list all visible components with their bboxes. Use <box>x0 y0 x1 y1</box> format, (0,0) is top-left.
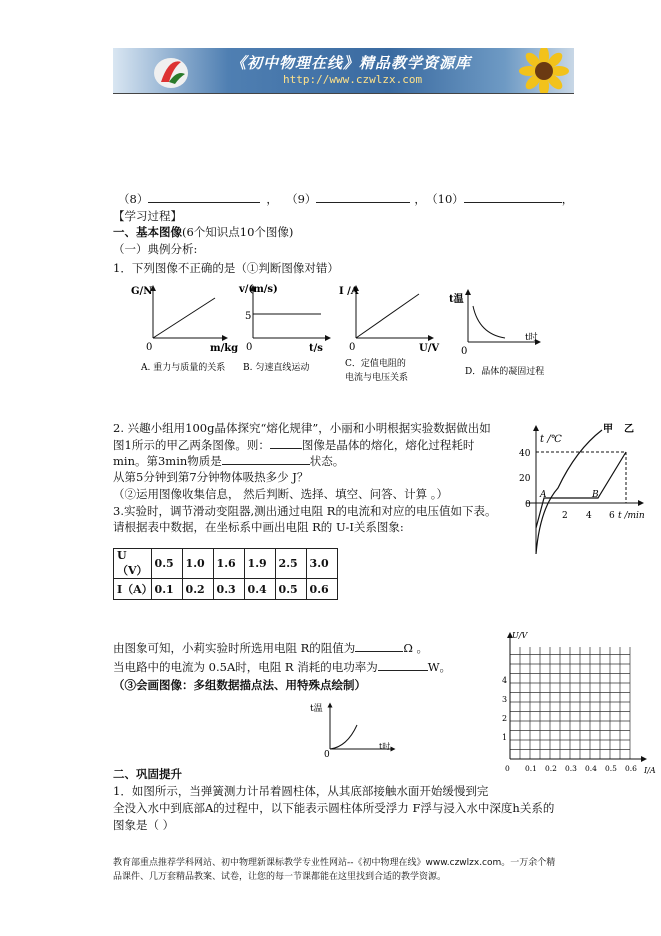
blank-crystal[interactable] <box>270 438 302 449</box>
question1-graphs <box>113 278 563 388</box>
data-table <box>113 548 338 600</box>
graph-b-origin: 0 <box>246 342 253 353</box>
fig1-point-a: A <box>540 490 547 500</box>
logo-icon <box>151 52 191 90</box>
fig1-xtick: 4 <box>586 511 592 521</box>
table-cell: 3.0 <box>306 549 337 579</box>
table-head-u: U（V） <box>114 549 152 579</box>
table-cell: 2.5 <box>275 549 306 579</box>
ui-grid-chart <box>494 625 660 780</box>
table-cell: 0.3 <box>213 579 244 600</box>
question4-line3: 图象是（ ） <box>113 818 175 832</box>
grid-xtick: 0.3 <box>565 764 577 773</box>
question3-result-line2 <box>113 659 451 675</box>
graph-a-origin: 0 <box>146 342 153 353</box>
blank-10-label: （10） <box>431 192 464 206</box>
graph-d-origin: 0 <box>461 346 468 357</box>
table-cell: 0.6 <box>306 579 337 600</box>
grid-xtick: 0.6 <box>625 764 637 773</box>
banner-url[interactable]: http://www.czwlzx.com <box>283 73 423 86</box>
grid-lines <box>510 647 630 759</box>
small-graph-ylabel: t温 <box>310 704 323 714</box>
graph-c <box>339 286 439 383</box>
question2-line2 <box>113 437 474 453</box>
section1-heading <box>113 224 293 240</box>
table-head-i: I（A） <box>114 579 152 600</box>
banner-title: 《初中物理在线》精品教学资源库 <box>231 54 472 72</box>
blank-8-label: （8） <box>118 192 149 206</box>
graph-a-ylabel: G/N <box>131 286 153 297</box>
question2-line5: （②运用图像收集信息， 然后判断、选择、填空、问答、计算 。） <box>113 487 449 501</box>
question4-line1: 1．如图所示，当弹簧测力计吊着圆柱体，从其底部接触水面开始缓慢到完 <box>113 784 489 798</box>
fig1-ylabel: t /℃ <box>540 434 562 445</box>
graph-b-ylabel: v/(m/s) <box>239 284 278 295</box>
grid-xtick: 0 <box>505 764 510 773</box>
fig1-ytick: 40 <box>519 449 531 459</box>
table-cell: 0.4 <box>244 579 275 600</box>
graph-b-xlabel: t/s <box>309 343 323 354</box>
grid-ytick: 4 <box>502 676 508 685</box>
fig1-xlabel: t /min <box>618 511 645 521</box>
page-footer: 教育部重点推荐学科网站、初中物理新课标教学专业性网站--《初中物理在线》www.czwlzx.com。一万余个精品课件、几万套精品教案、试卷，让您的每一节课都能在这里找到合适的教学资源。 <box>113 858 556 882</box>
blank-state[interactable] <box>222 454 310 465</box>
table-cell: 0.1 <box>151 579 182 600</box>
fig1-xtick: 6 <box>609 511 615 521</box>
table-cell: 1.6 <box>213 549 244 579</box>
table-cell: 0.5 <box>151 549 182 579</box>
graph-b-tick: 5 <box>245 311 252 322</box>
q3-text: Ω 。 <box>403 641 429 655</box>
graph-b <box>238 284 328 373</box>
grid-ytick: 3 <box>502 695 508 704</box>
question4-line2: 全没入水中到底部A的过程中，以下能表示圆柱体所受浮力 F浮与浸入水中深度h关系的 <box>113 801 555 815</box>
graph-c-ylabel: I /A <box>339 286 359 297</box>
graph-c-xlabel: U/V <box>419 343 440 354</box>
section1-title: 一、基本图像 <box>113 225 182 239</box>
blank-9-label: （9） <box>291 192 317 206</box>
grid-xlabel: I/A <box>644 766 656 775</box>
fig1-series-yi: 乙 <box>624 424 634 435</box>
question2-line3 <box>113 453 344 469</box>
q3-text: 当电路中的电流为 0.5A时，电阻 R 消耗的电功率为 <box>113 660 378 674</box>
small-temperature-graph <box>305 695 400 757</box>
header-banner <box>113 48 574 93</box>
table-cell: 0.5 <box>275 579 306 600</box>
table-cell: 0.2 <box>182 579 213 600</box>
graph-d-ylabel: t温 <box>449 294 464 305</box>
grid-xtick: 0.2 <box>545 764 557 773</box>
graph-a <box>131 286 238 373</box>
question3-method-note: （③会画图像：多组数据描点法、用特殊点绘制） <box>113 678 366 692</box>
fig1-ytick: 0 <box>525 500 531 510</box>
blank-8[interactable] <box>148 192 260 203</box>
blanks-row <box>118 191 573 207</box>
question3-line1: 3.实验时，调节滑动变阻器,测出通过电阻 R的电流和对应的电压值如下表。 <box>113 504 497 518</box>
graph-b-caption: B. 匀速直线运动 <box>243 363 310 373</box>
question2-line4: 从第5分钟到第7分钟物体吸热多少 J？ <box>113 470 309 484</box>
graph-a-caption: A. 重力与质量的关系 <box>141 363 226 373</box>
fig1-series-jia: 甲 <box>603 424 613 435</box>
graph-c-origin: 0 <box>349 342 356 353</box>
separator: ， <box>414 192 426 206</box>
fig1-ytick: 20 <box>519 474 531 484</box>
blank-10[interactable] <box>464 192 562 203</box>
q2-text: 图像是晶体的熔化，熔化过程耗时 <box>301 438 475 452</box>
small-graph-origin: 0 <box>324 750 330 757</box>
separator: ， <box>561 192 574 206</box>
grid-xtick: 0.1 <box>525 764 537 773</box>
section1-note: (6个知识点10个图像) <box>182 225 294 239</box>
table-row <box>114 579 338 600</box>
question2-line1: 2. 兴趣小组用100g晶体探究“熔化规律”，小丽和小明根据实验数据做出如 <box>113 421 491 435</box>
blank-9[interactable] <box>316 192 410 203</box>
grid-xtick: 0.5 <box>605 764 617 773</box>
q3-text: W。 <box>427 660 452 674</box>
graph-d <box>449 292 544 377</box>
q3-text: 由图象可知，小莉实验时所选用电阻 R的阻值为 <box>113 641 356 655</box>
graph-d-caption: D．晶体的凝固过程 <box>465 367 545 377</box>
grid-ytick: 2 <box>502 714 508 723</box>
q2-text: 图1所示的甲乙两条图像。则： <box>113 438 270 452</box>
separator: ， <box>266 192 278 206</box>
table-cell: 1.0 <box>182 549 213 579</box>
grid-xtick: 0.4 <box>585 764 597 773</box>
small-graph-xlabel: t时 <box>379 742 391 751</box>
q2-text: 状态。 <box>309 454 345 468</box>
sunflower-icon <box>508 48 574 93</box>
table-row <box>114 549 338 579</box>
banner-divider <box>113 93 574 94</box>
q2-text: min。第3min物质是 <box>113 454 222 468</box>
question1-text: 1．下列图像不正确的是（①判断图像对错） <box>113 261 339 275</box>
question3-result-line1 <box>113 640 428 656</box>
learning-process-heading: 【学习过程】 <box>113 209 182 223</box>
graph-c-caption2: 电流与电压关系 <box>345 373 409 383</box>
blank-power[interactable] <box>378 660 428 671</box>
graph-d-xlabel: t时 <box>525 333 538 343</box>
graph-a-xlabel: m/kg <box>210 343 239 354</box>
table-cell: 1.9 <box>244 549 275 579</box>
fig1-xtick: 2 <box>562 511 568 521</box>
fig1-point-b: B <box>592 490 599 500</box>
grid-ytick: 1 <box>502 733 508 742</box>
subsection-heading: （一）典例分析: <box>113 242 198 256</box>
section2-heading: 二、巩固提升 <box>113 767 182 781</box>
graph-c-caption1: C．定值电阻的 <box>345 359 406 369</box>
figure1-melting-chart <box>506 418 656 560</box>
grid-ylabel: U/V <box>512 631 528 640</box>
question3-line2: 请根据表中数据，在坐标系中画出电阻 R的 U-I关系图象: <box>113 520 404 534</box>
blank-resistance[interactable] <box>355 641 403 652</box>
